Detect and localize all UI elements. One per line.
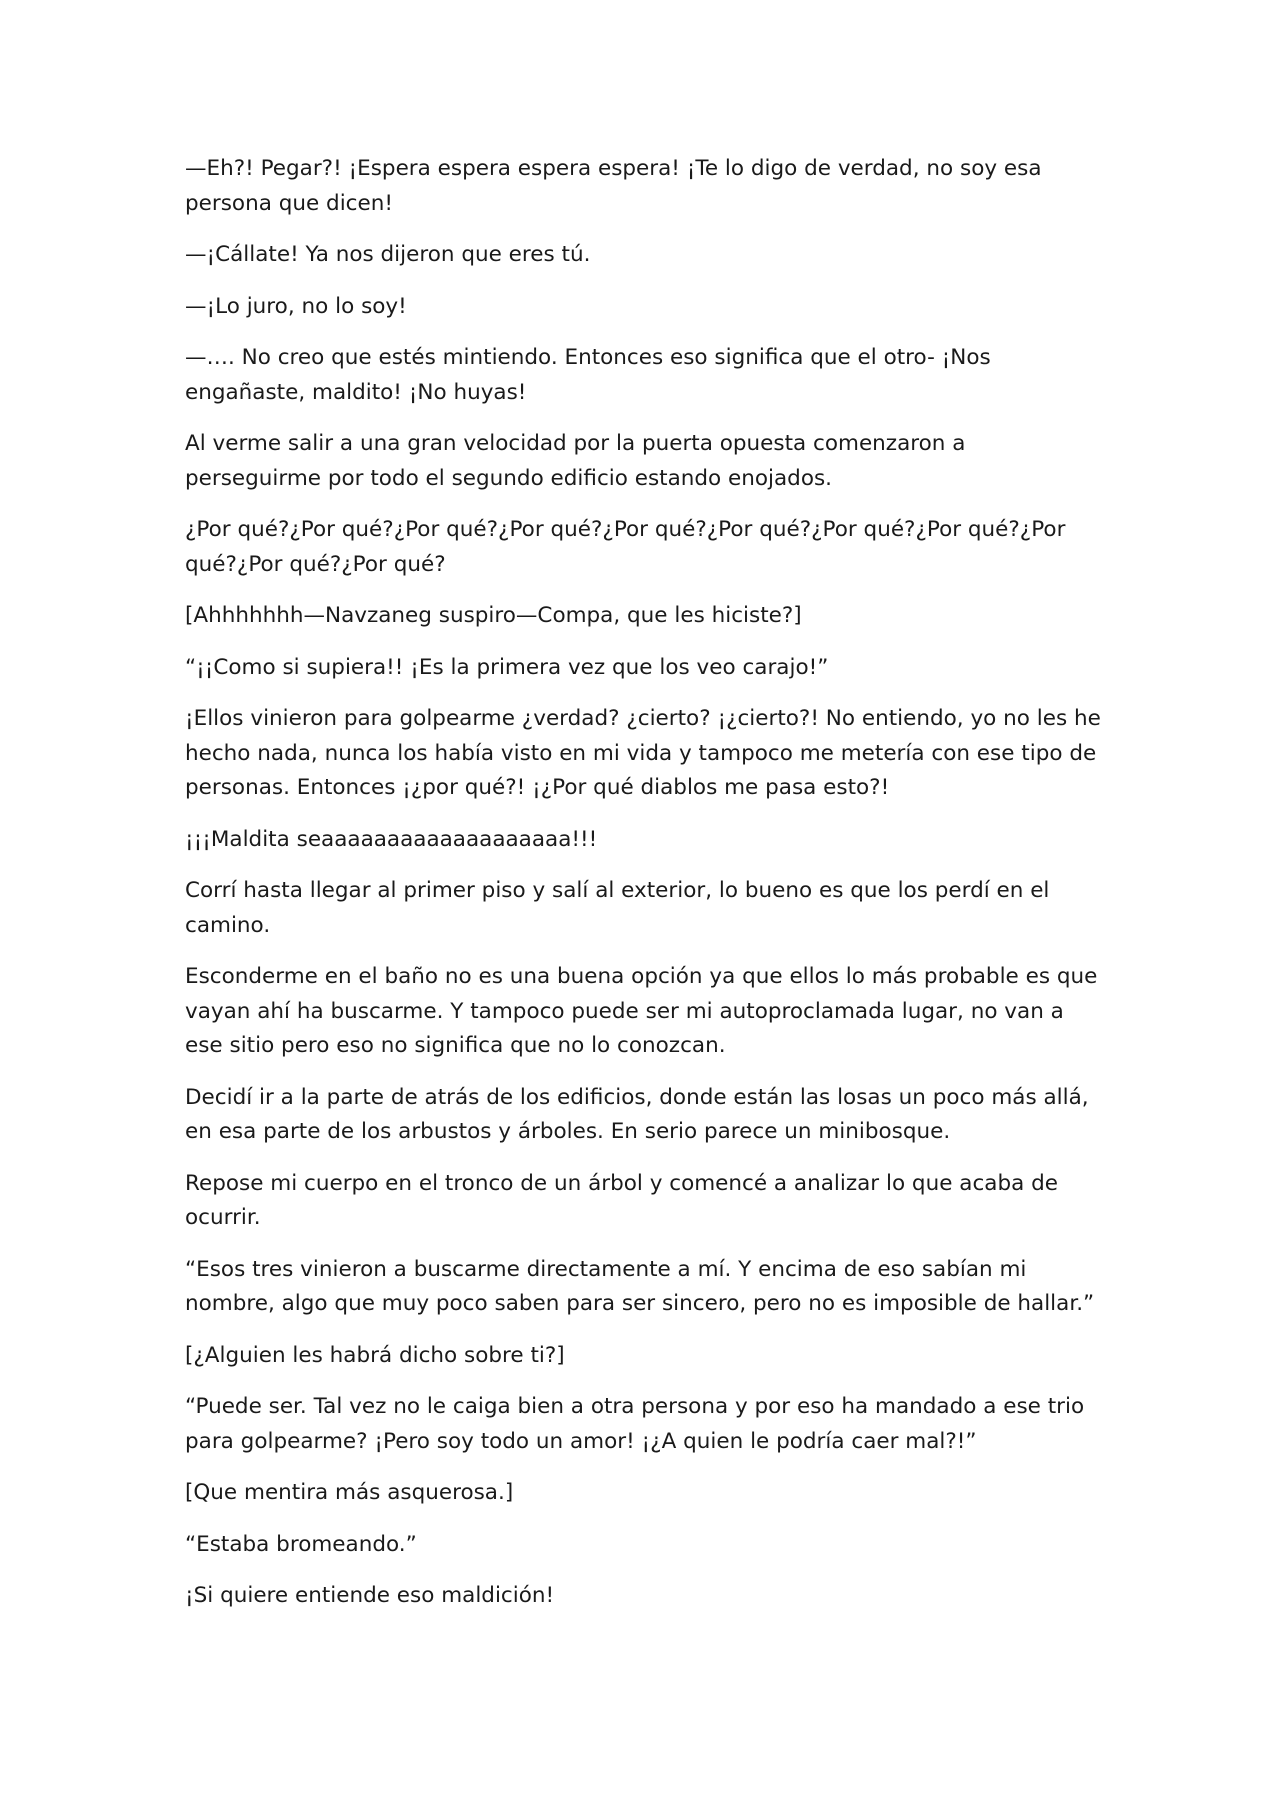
paragraph: ¡Ellos vinieron para golpearme ¿verdad? ¿cierto? ¡¿cierto?! No entiendo, yo no les he hecho nada, nunca los había visto en mi vida y tampoco me metería con ese tipo de personas. Entonces ¡¿por qué?! ¡¿Por qué diablos me pasa esto?! <box>185 706 1101 800</box>
paragraph: “¡¡Como si supiera!! ¡Es la primera vez que los veo carajo!” <box>185 654 829 680</box>
paragraph: —¡Cállate! Ya nos dijeron que eres tú. <box>185 242 591 267</box>
paragraph: —Eh?! Pegar?! ¡Espera espera espera espera! ¡Te lo digo de verdad, no soy esa persona que dicen! <box>185 156 1042 216</box>
paragraph: Decidí ir a la parte de atrás de los edificios, donde están las losas un poco más allá, en esa parte de los arbustos y árboles. En serio parece un minibosque. <box>185 1084 1089 1144</box>
paragraph: Corrí hasta llegar al primer piso y salí al exterior, lo bueno es que los perdí en el camino. <box>185 878 1050 938</box>
document-body <box>185 152 1105 1631</box>
paragraph: “Puede ser. Tal vez no le caiga bien a otra persona y por eso ha mandado a ese trio para golpearme? ¡Pero soy todo un amor! ¡¿A quien le podría caer mal?!” <box>185 1394 1085 1454</box>
paragraph: Al verme salir a una gran velocidad por la puerta opuesta comenzaron a perseguirme por todo el segundo edificio estando enojados. <box>185 431 966 491</box>
paragraph: “Estaba bromeando.” <box>185 1531 417 1557</box>
paragraph: ¡¡¡Maldita seaaaaaaaaaaaaaaaaaaa!!! <box>185 826 598 852</box>
paragraph: “Esos tres vinieron a buscarme directamente a mí. Y encima de eso sabían mi nombre, algo que muy poco saben para ser sincero, pero no es imposible de hallar.” <box>185 1256 1095 1316</box>
paragraph: Esconderme en el baño no es una buena opción ya que ellos lo más probable es que vayan ahí ha buscarme. Y tampoco puede ser mi autoproclamada lugar, no van a ese sitio pero eso no significa que no lo conozcan. <box>185 964 1098 1058</box>
paragraph: [¿Alguien les habrá dicho sobre ti?] <box>185 1342 565 1368</box>
paragraph: [Ahhhhhhh—Navzaneg suspiro—Compa, que les hiciste?] <box>185 603 802 628</box>
paragraph: —…. No creo que estés mintiendo. Entonces eso significa que el otro- ¡Nos engañaste, maldito! ¡No huyas! <box>185 345 991 405</box>
paragraph: [Que mentira más asquerosa.] <box>185 1480 514 1505</box>
paragraph: ¿Por qué?¿Por qué?¿Por qué?¿Por qué?¿Por qué?¿Por qué?¿Por qué?¿Por qué?¿Por qué?¿Por qué?¿Por qué? <box>185 517 1066 577</box>
paragraph: —¡Lo juro, no lo soy! <box>185 293 407 319</box>
paragraph: ¡Si quiere entiende eso maldición! <box>185 1583 555 1608</box>
paragraph: Repose mi cuerpo en el tronco de un árbol y comencé a analizar lo que acaba de ocurrir. <box>185 1170 1058 1230</box>
